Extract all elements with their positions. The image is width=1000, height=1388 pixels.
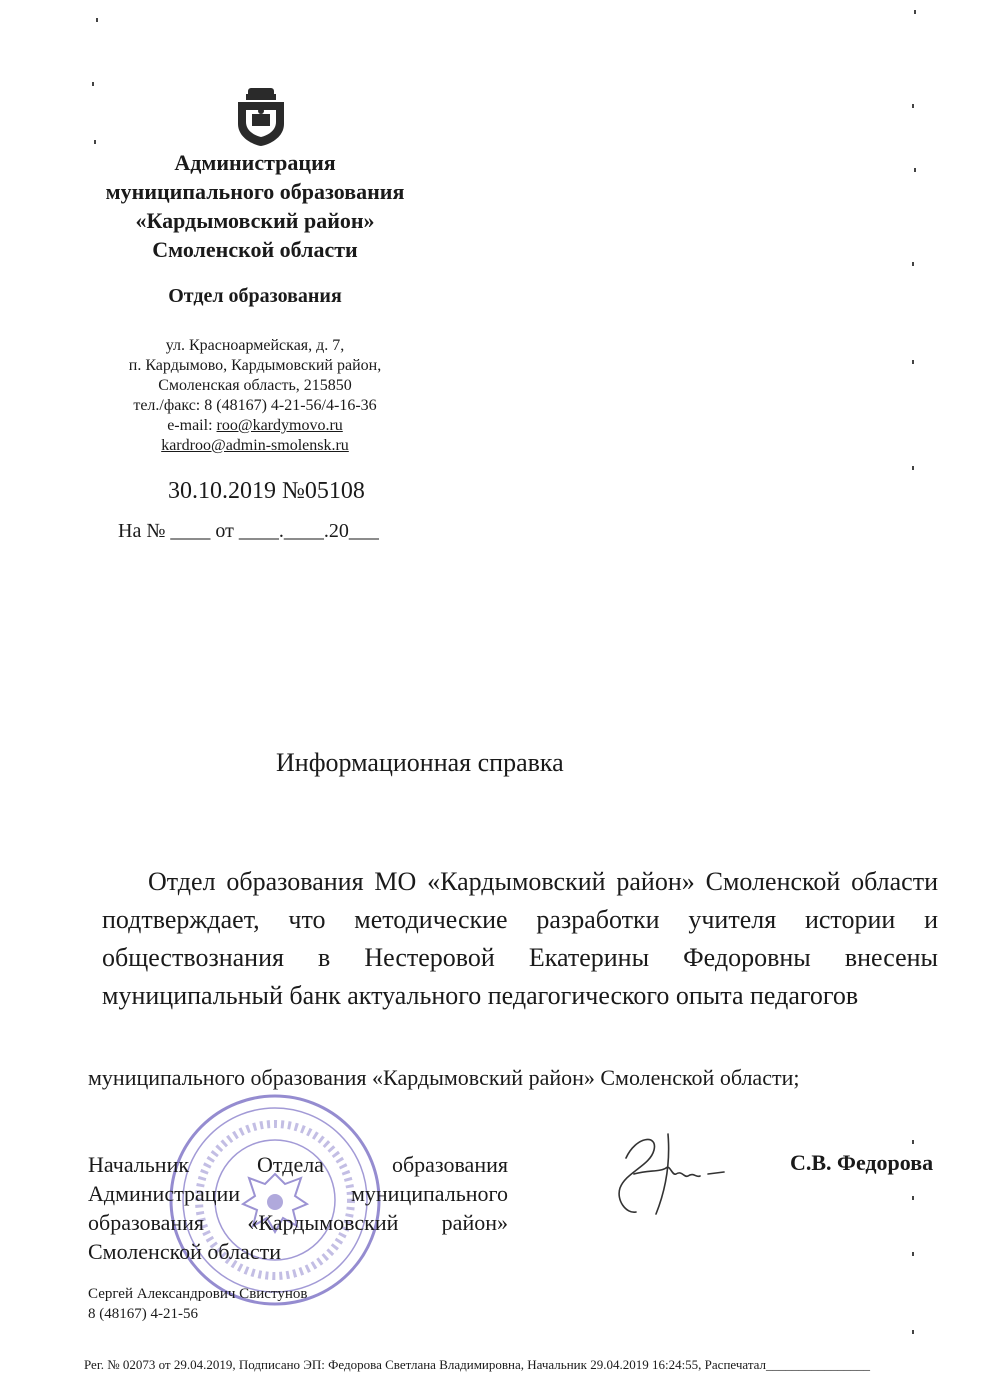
address-line: Смоленская область, 215850 [158, 377, 352, 394]
email-link-secondary[interactable]: kardroo@admin-smolensk.ru [161, 437, 349, 454]
email-link-primary[interactable]: roo@kardymovo.ru [216, 417, 343, 434]
scan-speck [912, 1252, 914, 1256]
outgoing-number: 30.10.2019 №05108 [168, 478, 365, 504]
scan-speck [912, 1140, 914, 1144]
scan-speck [94, 140, 96, 144]
document-body: Отдел образования МО «Кардымовский район» Смоленской области подтверждает, что методические разработки учителя истории и обществознания в Нестеровой Екатерины Федоровны внесены муниципальный банк актуального педагогического опыта педагогов [102, 867, 938, 1010]
address-line: п. Кардымово, Кардымовский район, [128, 357, 382, 374]
signer-name: С.В. Федорова [790, 1150, 934, 1175]
org-name-line: «Кардымовский район» [135, 208, 375, 233]
scan-speck [96, 18, 98, 22]
org-name-line: муниципального образования [105, 179, 405, 204]
document-body-tail: муниципального образования «Кардымовский район» Смоленской области; [88, 1065, 800, 1090]
scan-speck [912, 104, 914, 108]
coat-of-arms-icon [232, 84, 290, 148]
reply-reference: На № ____ от ____.____.20___ [118, 520, 379, 542]
address-line: ул. Красноармейская, д. 7, [165, 337, 345, 354]
signer-position-line: образования «Кардымовский район» [88, 1210, 508, 1235]
email-line-secondary [80, 436, 430, 456]
document-title: Информационная справка [276, 748, 564, 777]
scan-speck [912, 466, 914, 470]
signer-position-line: Начальник Отдела образования [88, 1152, 508, 1177]
scan-speck [912, 1196, 914, 1200]
executor-phone: 8 (48167) 4-21-56 [88, 1306, 198, 1322]
org-name-line: Администрация [174, 150, 336, 175]
executor-name: Сергей Александрович Свистунов [88, 1286, 308, 1302]
handwritten-signature [596, 1128, 736, 1220]
scan-speck [912, 262, 914, 266]
executor-info [88, 1284, 307, 1324]
scan-speck [914, 168, 916, 172]
signer-position-line: Смоленской области [88, 1239, 281, 1264]
email-line [80, 416, 430, 436]
email-label: e-mail: [167, 417, 217, 434]
signer-position [88, 1150, 508, 1266]
department-name: Отдел образования [168, 285, 342, 307]
scan-speck [912, 1330, 914, 1334]
scan-speck [92, 82, 94, 86]
scan-speck [914, 10, 916, 14]
address-line: тел./факс: 8 (48167) 4-21-56/4-16-36 [133, 397, 377, 414]
registration-footer: Рег. № 02073 от 29.04.2019, Подписано ЭП: Федорова Светлана Владимировна, Начальник 29.04.2019 16:24:55, Распечатал________________ [84, 1357, 871, 1372]
signer-position-line: Администрации муниципального [88, 1181, 508, 1206]
scan-speck [912, 360, 914, 364]
org-name-line: Смоленской области [152, 237, 358, 262]
